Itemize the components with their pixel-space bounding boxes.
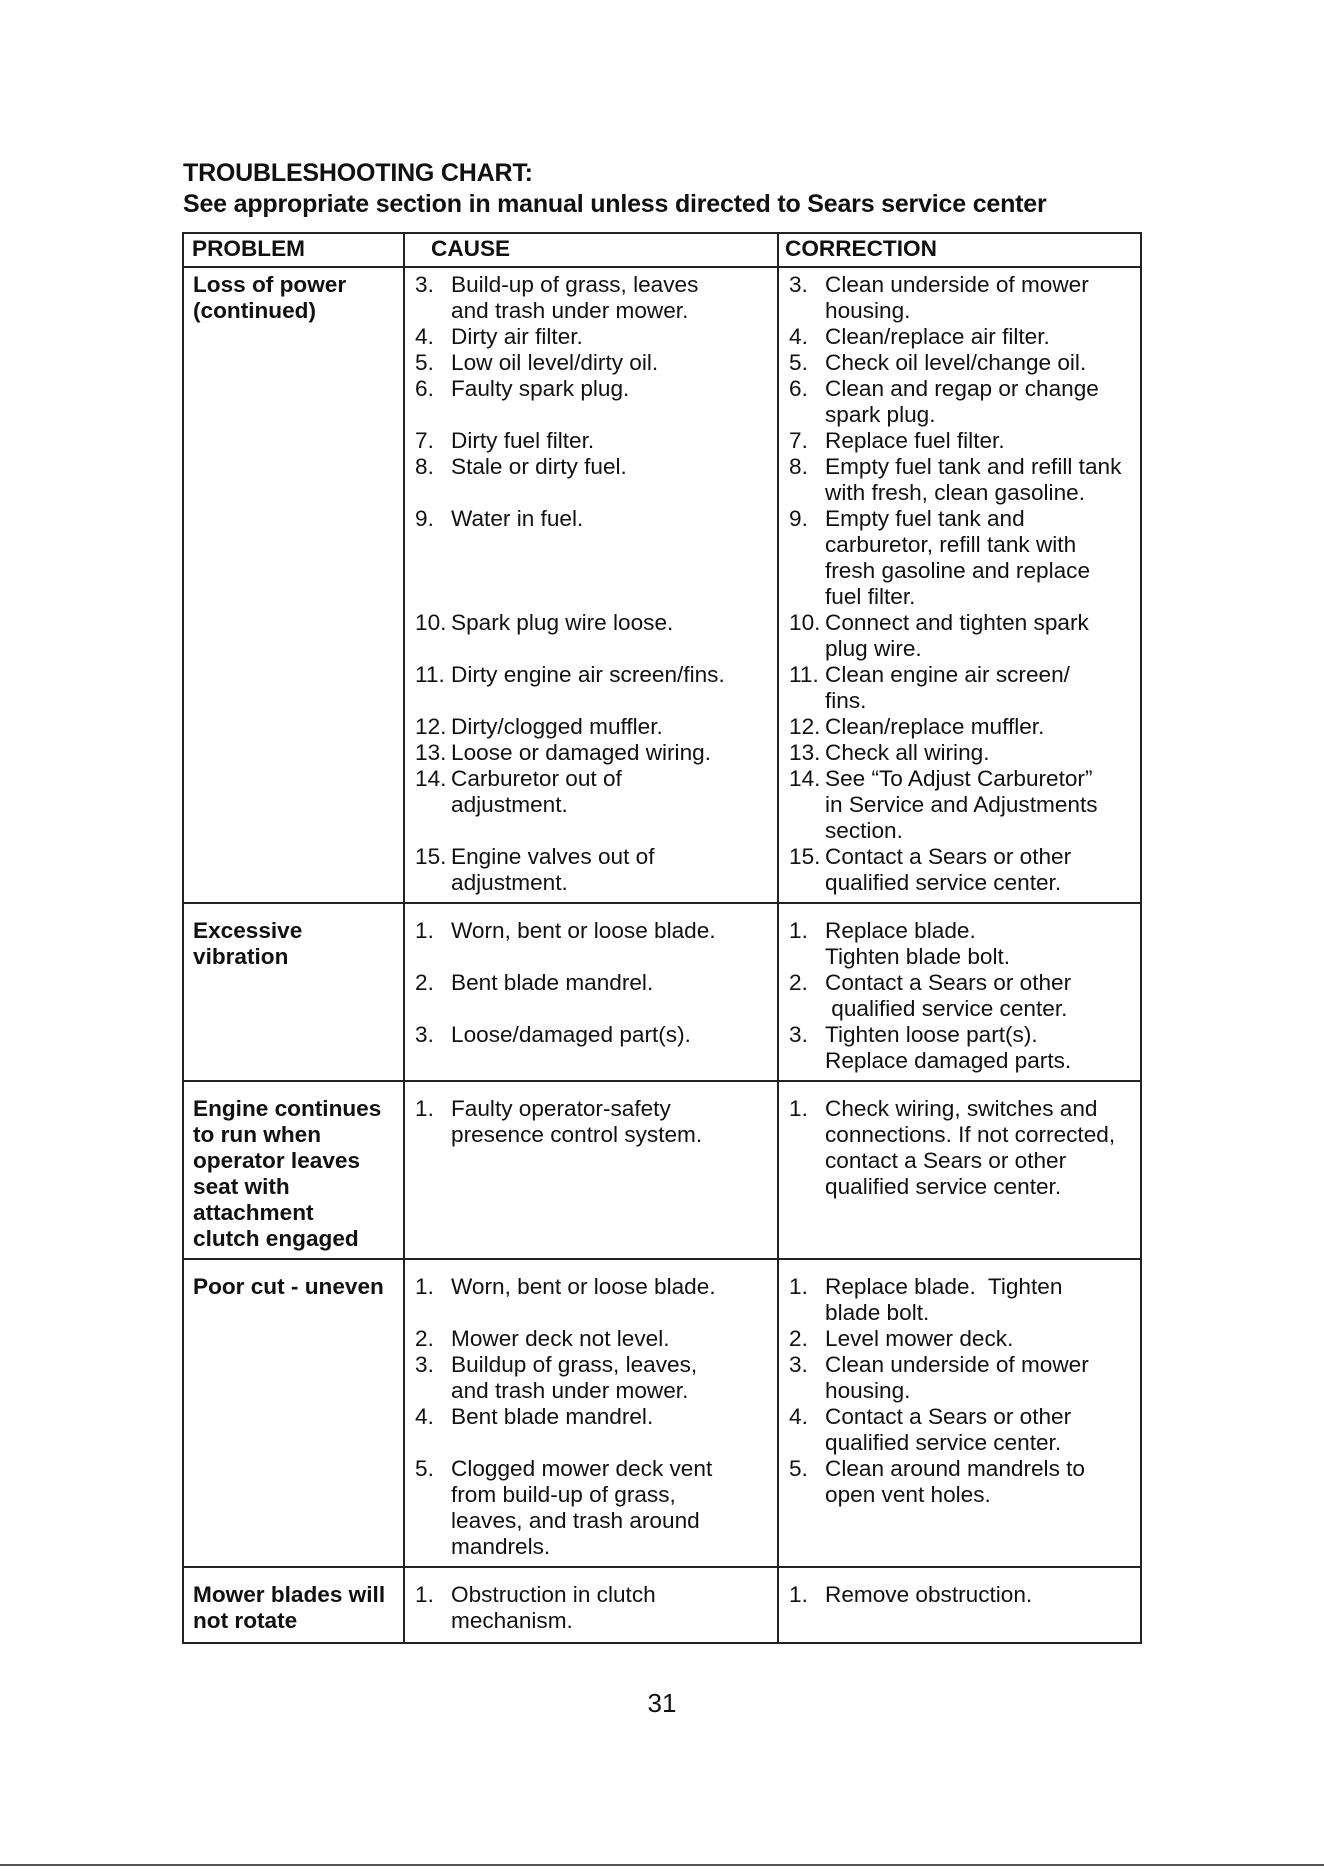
- item-line: fuel filter.: [825, 584, 916, 609]
- item-text: [825, 428, 1136, 454]
- item-line: with fresh, clean gasoline.: [825, 480, 1085, 505]
- item-number: [415, 1300, 451, 1326]
- item-text: [825, 1274, 1136, 1326]
- item-line: Dirty/clogged muffler.: [451, 714, 663, 739]
- correction-item: [789, 844, 1136, 896]
- item-line: Spark plug wire loose.: [451, 610, 674, 635]
- cause-item: [415, 532, 773, 610]
- item-line: Clogged mower deck vent: [451, 1456, 713, 1481]
- correction-item: [789, 1456, 1136, 1508]
- item-number: [415, 480, 451, 506]
- item-number: [415, 688, 451, 714]
- item-line: Check oil level/change oil.: [825, 350, 1087, 375]
- cause-item: [415, 636, 773, 662]
- problem-line: Excessive: [193, 918, 303, 943]
- item-number: [415, 818, 451, 844]
- item-text: [825, 844, 1136, 896]
- item-number: 11.: [789, 662, 819, 687]
- cause-item: [415, 272, 773, 324]
- item-line: Clean and regap or change: [825, 376, 1099, 401]
- item-line: leaves, and trash around: [451, 1508, 700, 1533]
- item-number: 8.: [789, 454, 808, 479]
- correction-item: [789, 714, 1136, 740]
- correction-item: [789, 350, 1136, 376]
- item-line: Stale or dirty fuel.: [451, 454, 627, 479]
- problem-line: Mower blades will: [193, 1582, 386, 1607]
- cause-item: [415, 766, 773, 818]
- item-text: [825, 376, 1136, 428]
- cause-item: [415, 818, 773, 844]
- item-text: [825, 1456, 1136, 1508]
- cause-item: [415, 376, 773, 402]
- table-header: [183, 233, 1141, 267]
- cause-item: [415, 324, 773, 350]
- item-text: [451, 1430, 773, 1456]
- correction-cell: [778, 1259, 1141, 1567]
- correction-cell: [778, 903, 1141, 1081]
- item-line: Worn, bent or loose blade.: [451, 1274, 716, 1299]
- item-number: 3.: [415, 1022, 434, 1047]
- item-text: [825, 1022, 1136, 1074]
- item-line: adjustment.: [451, 870, 568, 895]
- item-line: [451, 584, 773, 610]
- item-line: Replace blade.: [825, 918, 976, 943]
- cause-item: [415, 844, 773, 896]
- item-line: blade bolt.: [825, 1300, 930, 1325]
- cause-cell: [404, 1259, 778, 1567]
- item-line: [451, 636, 773, 662]
- item-text: [451, 610, 773, 636]
- item-line: connections. If not corrected,: [825, 1122, 1116, 1147]
- item-text: [825, 272, 1136, 324]
- item-line: Build-up of grass, leaves: [451, 272, 699, 297]
- item-line: Clean/replace muffler.: [825, 714, 1045, 739]
- item-line: [451, 944, 773, 970]
- problem-line: Poor cut - uneven: [193, 1274, 384, 1299]
- cause-cell: [404, 903, 778, 1081]
- item-text: [825, 1582, 1136, 1608]
- correction-item: [789, 1326, 1136, 1352]
- item-line: and trash under mower.: [451, 298, 689, 323]
- correction-item: [789, 766, 1136, 844]
- item-text: [825, 714, 1136, 740]
- item-line: Check wiring, switches and: [825, 1096, 1098, 1121]
- item-number: 10.: [789, 610, 821, 635]
- item-number: 3.: [415, 1352, 434, 1377]
- correction-item: [789, 428, 1136, 454]
- item-line: Empty fuel tank and: [825, 506, 1025, 531]
- cause-item: [415, 480, 773, 506]
- item-text: [825, 454, 1136, 506]
- item-text: [451, 714, 773, 740]
- item-text: [451, 376, 773, 402]
- item-line: Clean engine air screen/: [825, 662, 1070, 687]
- item-line: Water in fuel.: [451, 506, 584, 531]
- problem-cell: [183, 1567, 404, 1643]
- item-number: [415, 402, 451, 428]
- problem-line: vibration: [193, 944, 289, 969]
- cause-item: [415, 970, 773, 996]
- cause-item: [415, 610, 773, 636]
- item-line: mandrels.: [451, 1534, 551, 1559]
- item-number: 9.: [789, 506, 808, 531]
- problem-line: to run when: [193, 1122, 322, 1147]
- item-text: [825, 740, 1136, 766]
- item-line: Engine valves out of: [451, 844, 655, 869]
- item-line: qualified service center.: [825, 1174, 1062, 1199]
- item-text: [825, 324, 1136, 350]
- item-line: open vent holes.: [825, 1482, 991, 1507]
- item-number: 14.: [789, 766, 821, 791]
- item-text: [451, 1274, 773, 1300]
- correction-item: [789, 1404, 1136, 1456]
- cause-item: [415, 996, 773, 1022]
- cause-item: [415, 1352, 773, 1404]
- item-line: Loose or damaged wiring.: [451, 740, 711, 765]
- cause-cell: [404, 1567, 778, 1643]
- item-text: [451, 1404, 773, 1430]
- item-number: [415, 532, 451, 610]
- item-number: 3.: [789, 1352, 808, 1377]
- problem-cell: [183, 1081, 404, 1259]
- item-line: Level mower deck.: [825, 1326, 1014, 1351]
- item-text: [451, 402, 773, 428]
- problem-line: Engine continues: [193, 1096, 382, 1121]
- cause-item: [415, 688, 773, 714]
- item-line: Clean around mandrels to: [825, 1456, 1085, 1481]
- problem-line: clutch engaged: [193, 1226, 359, 1251]
- item-line: [451, 558, 773, 584]
- cause-item: [415, 402, 773, 428]
- item-number: 1.: [789, 918, 808, 943]
- item-line: from build-up of grass,: [451, 1482, 676, 1507]
- item-line: [451, 996, 773, 1022]
- item-text: [825, 918, 1136, 970]
- cause-item: [415, 1274, 773, 1300]
- cause-item: [415, 350, 773, 376]
- cause-item: [415, 918, 773, 944]
- item-line: section.: [825, 818, 903, 843]
- item-line: Worn, bent or loose blade.: [451, 918, 716, 943]
- item-text: [825, 610, 1136, 662]
- item-line: Connect and tighten spark: [825, 610, 1089, 635]
- item-line: Dirty engine air screen/fins.: [451, 662, 725, 687]
- cause-item: [415, 1300, 773, 1326]
- item-number: [415, 996, 451, 1022]
- item-number: 3.: [789, 272, 808, 297]
- item-number: 5.: [789, 1456, 808, 1481]
- cause-item: [415, 662, 773, 688]
- item-text: [451, 970, 773, 996]
- item-text: [451, 662, 773, 688]
- item-text: [451, 1022, 773, 1048]
- item-line: Tighten loose part(s).: [825, 1022, 1038, 1047]
- item-number: 9.: [415, 506, 434, 531]
- item-number: 5.: [415, 350, 434, 375]
- item-text: [451, 636, 773, 662]
- correction-item: [789, 1274, 1136, 1326]
- cause-item: [415, 740, 773, 766]
- table-row: [183, 267, 1141, 903]
- correction-item: [789, 662, 1136, 714]
- item-line: Tighten blade bolt.: [825, 944, 1011, 969]
- item-number: 1.: [415, 1096, 434, 1121]
- item-line: Faulty operator-safety: [451, 1096, 671, 1121]
- table-body: [183, 267, 1141, 1643]
- correction-item: [789, 324, 1136, 350]
- item-number: 12.: [789, 714, 821, 739]
- item-line: presence control system.: [451, 1122, 703, 1147]
- cause-item: [415, 944, 773, 970]
- item-text: [451, 324, 773, 350]
- item-line: Mower deck not level.: [451, 1326, 670, 1351]
- problem-line: attachment: [193, 1200, 314, 1225]
- item-line: Faulty spark plug.: [451, 376, 630, 401]
- item-text: [451, 996, 773, 1022]
- item-line: qualified service center.: [825, 1430, 1062, 1455]
- item-text: [451, 506, 773, 532]
- item-line: plug wire.: [825, 636, 922, 661]
- item-number: 13.: [415, 740, 447, 765]
- item-line: [451, 818, 773, 844]
- item-number: 1.: [415, 1274, 434, 1299]
- item-number: 4.: [415, 324, 434, 349]
- item-number: 3.: [789, 1022, 808, 1047]
- item-text: [451, 272, 773, 324]
- item-number: [415, 944, 451, 970]
- item-number: 2.: [789, 1326, 808, 1351]
- item-text: [451, 688, 773, 714]
- item-text: [451, 818, 773, 844]
- cause-item: [415, 714, 773, 740]
- item-line: Replace blade. Tighten: [825, 1274, 1063, 1299]
- item-number: 15.: [415, 844, 447, 869]
- item-text: [451, 844, 773, 896]
- item-number: 7.: [415, 428, 434, 453]
- correction-item: [789, 740, 1136, 766]
- problem-line: (continued): [193, 298, 316, 323]
- item-number: 15.: [789, 844, 821, 869]
- item-text: [825, 970, 1136, 1022]
- item-text: [451, 1456, 773, 1560]
- item-text: [825, 662, 1136, 714]
- item-text: [451, 480, 773, 506]
- page-number: 31: [647, 1688, 677, 1718]
- item-line: spark plug.: [825, 402, 936, 427]
- item-line: Buildup of grass, leaves,: [451, 1352, 698, 1377]
- item-line: [451, 480, 773, 506]
- item-number: 14.: [415, 766, 447, 791]
- troubleshooting-table: [182, 232, 1142, 1644]
- item-number: 5.: [415, 1456, 434, 1481]
- correction-item: [789, 454, 1136, 506]
- item-number: [415, 636, 451, 662]
- cause-cell: [404, 267, 778, 903]
- correction-item: [789, 610, 1136, 662]
- item-line: adjustment.: [451, 792, 568, 817]
- item-number: 2.: [415, 1326, 434, 1351]
- item-number: 2.: [415, 970, 434, 995]
- item-line: Contact a Sears or other: [825, 970, 1072, 995]
- item-line: mechanism.: [451, 1608, 573, 1633]
- problem-cell: [183, 1259, 404, 1567]
- cause-item: [415, 1456, 773, 1560]
- item-line: qualified service center.: [825, 996, 1068, 1021]
- item-number: 1.: [415, 1582, 434, 1607]
- item-number: 12.: [415, 714, 447, 739]
- cause-item: [415, 1582, 773, 1634]
- item-line: Contact a Sears or other: [825, 844, 1072, 869]
- item-number: 11.: [415, 662, 445, 687]
- item-number: 4.: [789, 1404, 808, 1429]
- item-number: 13.: [789, 740, 821, 765]
- item-number: 1.: [789, 1582, 808, 1607]
- table-row: [183, 1567, 1141, 1643]
- item-line: Obstruction in clutch: [451, 1582, 656, 1607]
- correction-cell: [778, 1567, 1141, 1643]
- table-row: [183, 1259, 1141, 1567]
- item-line: Carburetor out of: [451, 766, 622, 791]
- item-text: [451, 350, 773, 376]
- item-line: Remove obstruction.: [825, 1582, 1033, 1607]
- header-problem: PROBLEM: [183, 233, 404, 267]
- item-number: 10.: [415, 610, 447, 635]
- item-line: qualified service center.: [825, 870, 1062, 895]
- item-line: housing.: [825, 298, 911, 323]
- table-row: [183, 903, 1141, 1081]
- item-text: [825, 350, 1136, 376]
- item-line: Contact a Sears or other: [825, 1404, 1072, 1429]
- item-number: 5.: [789, 350, 808, 375]
- correction-item: [789, 918, 1136, 970]
- item-text: [451, 766, 773, 818]
- cause-cell: [404, 1081, 778, 1259]
- item-line: Replace fuel filter.: [825, 428, 1005, 453]
- item-line: See “To Adjust Carburetor”: [825, 766, 1093, 791]
- item-line: Bent blade mandrel.: [451, 1404, 654, 1429]
- chart-title: TROUBLESHOOTING CHART:: [183, 159, 533, 187]
- item-line: housing.: [825, 1378, 911, 1403]
- item-line: Loose/damaged part(s).: [451, 1022, 691, 1047]
- table-row: [183, 1081, 1141, 1259]
- bottom-rule: [0, 1864, 1324, 1866]
- item-line: contact a Sears or other: [825, 1148, 1067, 1173]
- problem-line: operator leaves: [193, 1148, 361, 1173]
- item-text: [451, 1300, 773, 1326]
- item-line: Dirty air filter.: [451, 324, 583, 349]
- item-text: [825, 1096, 1136, 1200]
- cause-item: [415, 1022, 773, 1048]
- item-text: [825, 1352, 1136, 1404]
- item-number: 7.: [789, 428, 808, 453]
- item-line: and trash under mower.: [451, 1378, 689, 1403]
- cause-item: [415, 454, 773, 480]
- item-number: 2.: [789, 970, 808, 995]
- item-line: Low oil level/dirty oil.: [451, 350, 659, 375]
- item-line: Clean underside of mower: [825, 272, 1089, 297]
- item-line: Check all wiring.: [825, 740, 990, 765]
- cause-item: [415, 1096, 773, 1148]
- cause-item: [415, 1430, 773, 1456]
- correction-item: [789, 1096, 1136, 1200]
- problem-cell: [183, 903, 404, 1081]
- item-line: [451, 688, 773, 714]
- item-line: fresh gasoline and replace: [825, 558, 1091, 583]
- item-text: [451, 918, 773, 944]
- item-line: [451, 1430, 773, 1456]
- item-text: [825, 1404, 1136, 1456]
- item-number: 4.: [415, 1404, 434, 1429]
- item-text: [451, 428, 773, 454]
- correction-item: [789, 1022, 1136, 1074]
- correction-item: [789, 272, 1136, 324]
- problem-line: not rotate: [193, 1608, 298, 1633]
- item-text: [451, 1096, 773, 1148]
- item-text: [825, 1326, 1136, 1352]
- problem-cell: [183, 267, 404, 903]
- correction-cell: [778, 267, 1141, 903]
- item-text: [451, 454, 773, 480]
- cause-item: [415, 1326, 773, 1352]
- item-line: Bent blade mandrel.: [451, 970, 654, 995]
- header-cause: CAUSE: [404, 233, 778, 267]
- header-correction: CORRECTION: [778, 233, 1141, 267]
- item-line: fins.: [825, 688, 867, 713]
- item-line: in Service and Adjustments: [825, 792, 1098, 817]
- item-text: [451, 1582, 773, 1634]
- correction-item: [789, 970, 1136, 1022]
- item-number: 6.: [415, 376, 434, 401]
- item-number: 8.: [415, 454, 434, 479]
- item-text: [451, 944, 773, 970]
- item-text: [825, 766, 1136, 844]
- correction-item: [789, 1582, 1136, 1608]
- item-number: 6.: [789, 376, 808, 401]
- item-line: Replace damaged parts.: [825, 1048, 1072, 1073]
- item-line: [451, 532, 773, 558]
- item-line: Empty fuel tank and refill tank: [825, 454, 1122, 479]
- item-number: 1.: [789, 1096, 808, 1121]
- correction-item: [789, 506, 1136, 610]
- item-line: carburetor, refill tank with: [825, 532, 1077, 557]
- item-line: Clean underside of mower: [825, 1352, 1089, 1377]
- item-text: [825, 506, 1136, 610]
- chart-subtitle: See appropriate section in manual unless directed to Sears service center: [183, 190, 1047, 218]
- cause-item: [415, 1404, 773, 1430]
- item-number: 3.: [415, 272, 434, 297]
- correction-item: [789, 1352, 1136, 1404]
- item-text: [451, 1326, 773, 1352]
- item-text: [451, 740, 773, 766]
- cause-item: [415, 428, 773, 454]
- item-number: [415, 1430, 451, 1456]
- item-number: 4.: [789, 324, 808, 349]
- item-line: Dirty fuel filter.: [451, 428, 595, 453]
- cause-item: [415, 506, 773, 532]
- item-line: [451, 402, 773, 428]
- item-number: 1.: [415, 918, 434, 943]
- item-text: [451, 1352, 773, 1404]
- item-line: Clean/replace air filter.: [825, 324, 1050, 349]
- problem-line: Loss of power: [193, 272, 347, 297]
- item-number: 1.: [789, 1274, 808, 1299]
- item-text: [451, 532, 773, 610]
- problem-line: seat with: [193, 1174, 290, 1199]
- correction-item: [789, 376, 1136, 428]
- item-line: [451, 1300, 773, 1326]
- correction-cell: [778, 1081, 1141, 1259]
